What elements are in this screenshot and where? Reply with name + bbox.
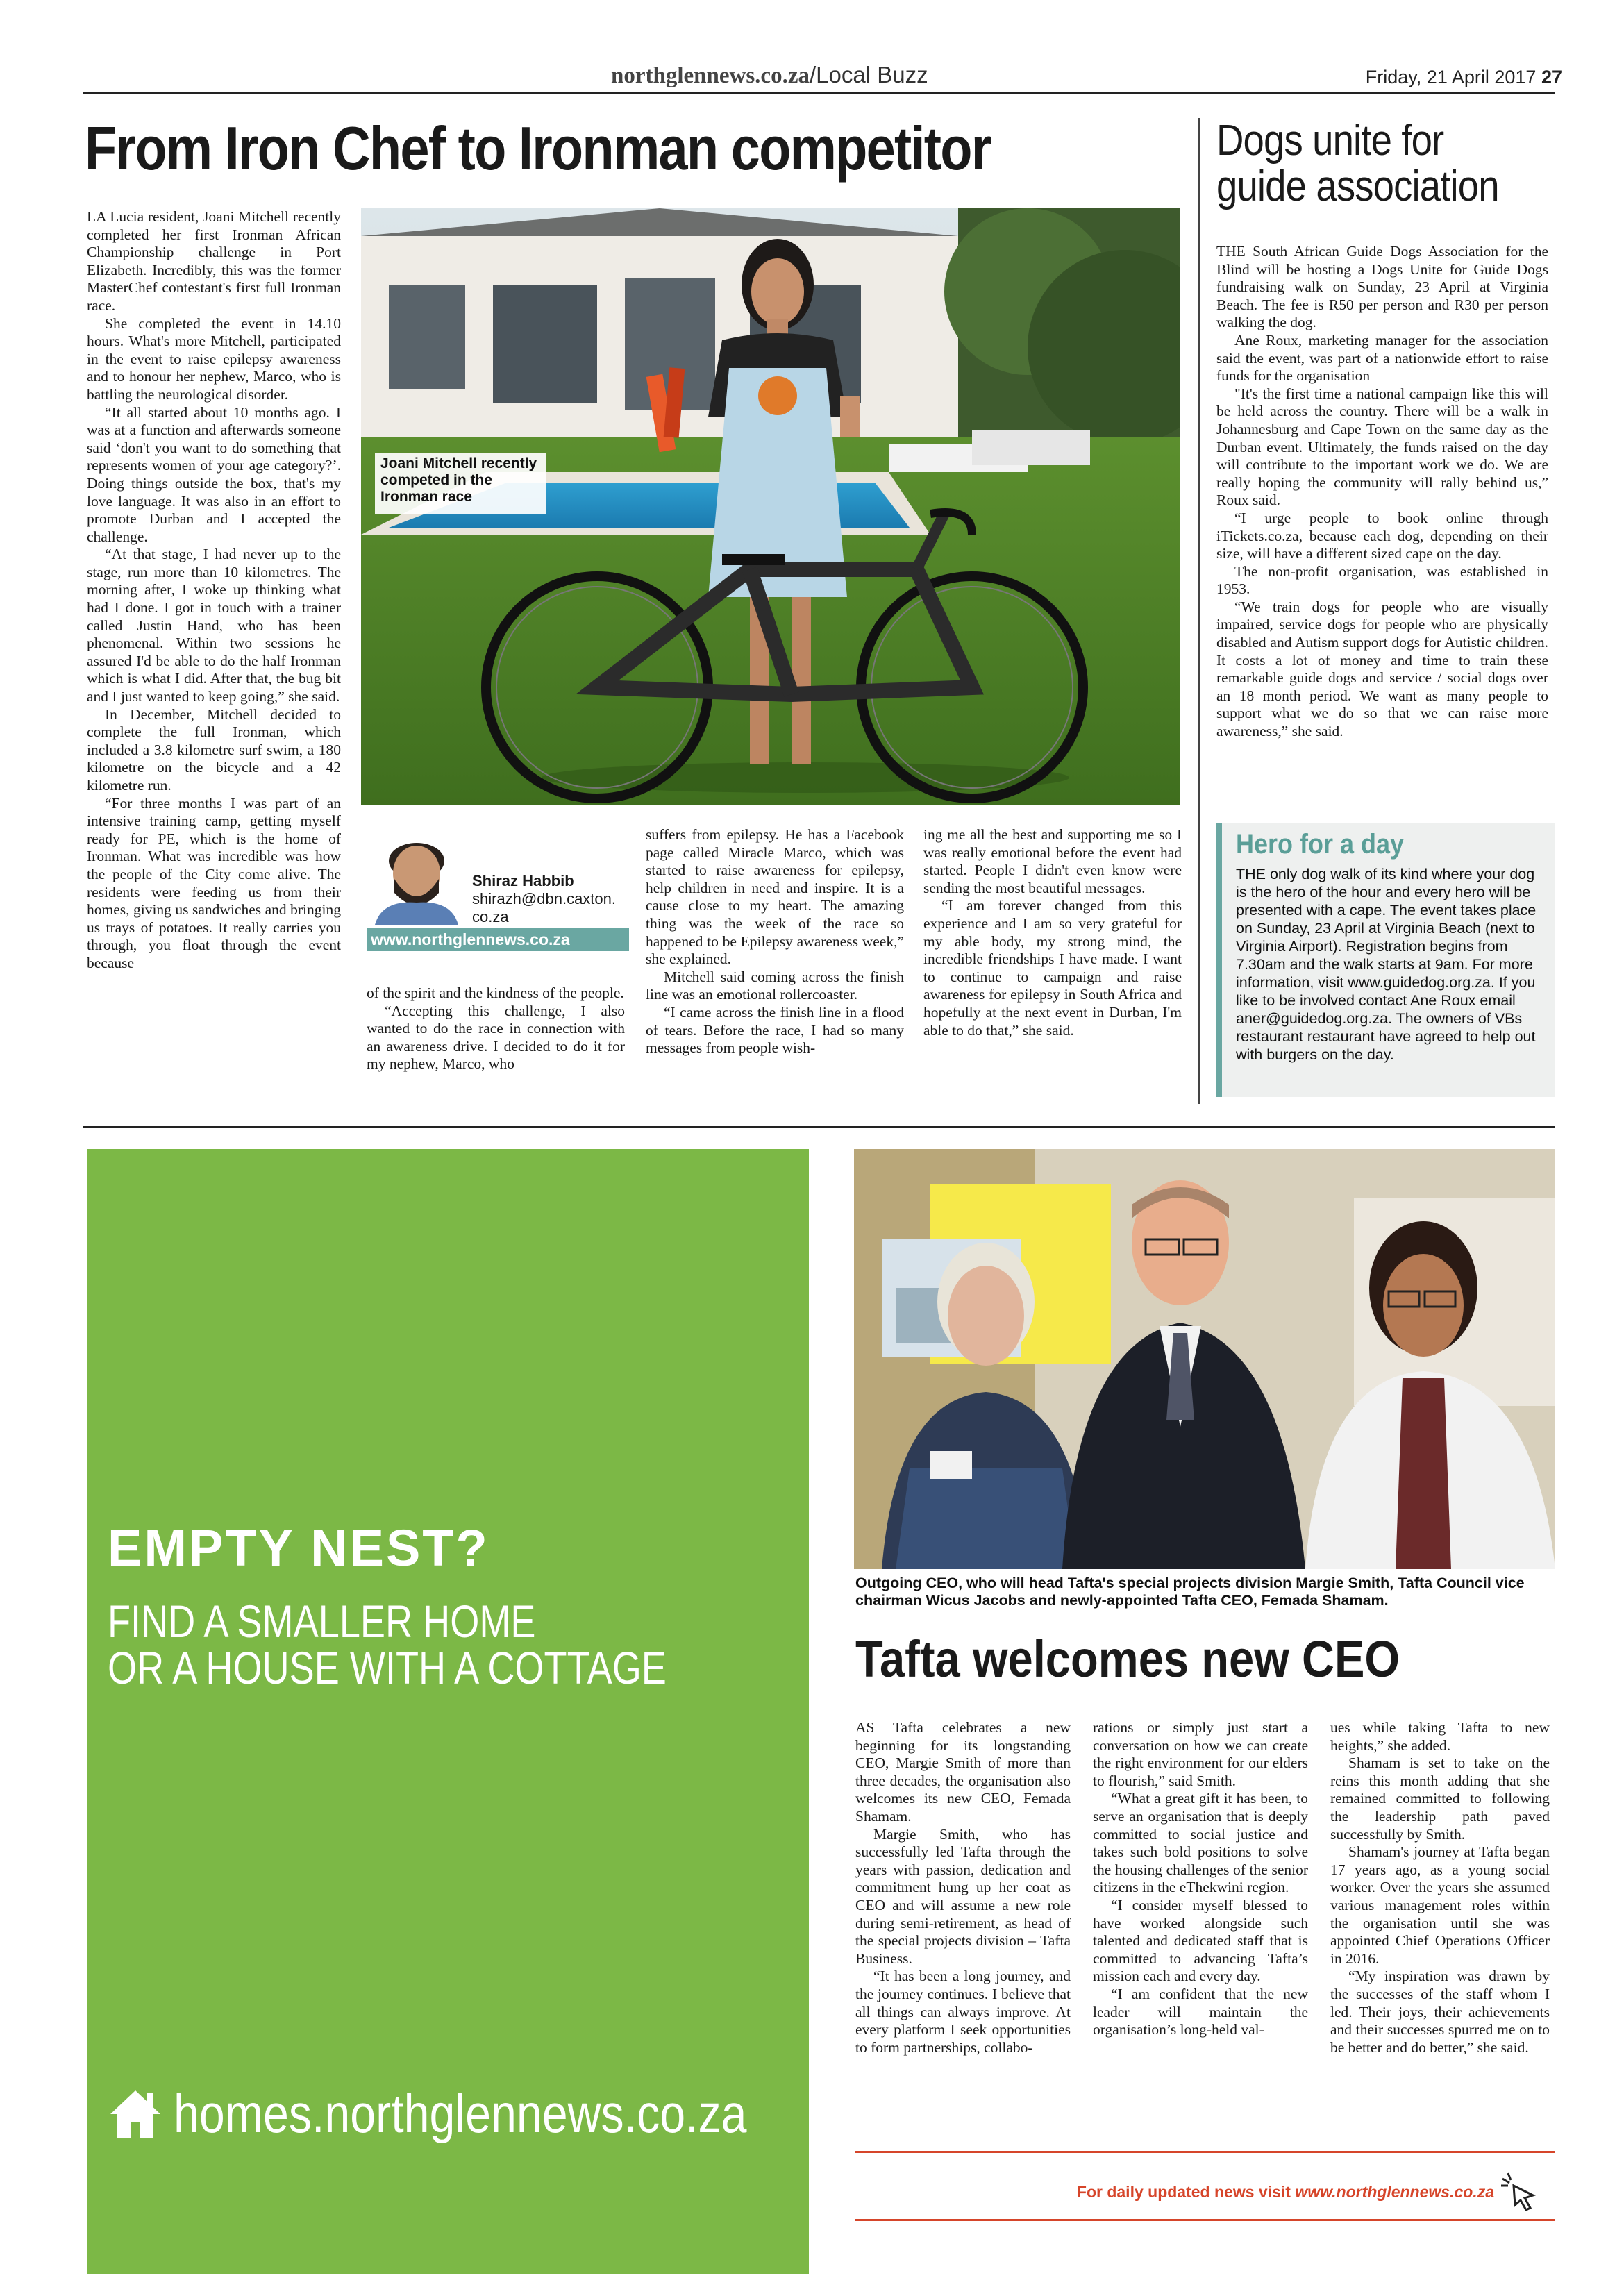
tafta-col2-p1: rations or simply just start a conversation on how we can create the right environment for our elders to flourish,” said Smith. <box>1093 1719 1308 1789</box>
ad-title: EMPTY NEST? <box>108 1519 489 1577</box>
ironman-col2 <box>367 984 625 1109</box>
tafta-col2-p2: “What a great gift it has been, to serve an organisation that is deeply committed to social justice and takes such bold positions to solve the housing challenges of the senior citizens in the eThekwini region. <box>1093 1790 1308 1896</box>
dogs-headline: Dogs unite for guide association <box>1216 117 1499 210</box>
tafta-photo-caption: Outgoing CEO, who will head Tafta's special projects division Margie Smith, Tafta Council vice chairman Wicus Jacobs and newly-appointed Tafta CEO, Femada Shamam. <box>855 1575 1525 1609</box>
ironman-p5: In December, Mitchell decided to complete the full Ironman, which included a 3.8 kilometre surf swim, a 180 kilometre on the bicycle and a 42 kilometre run. <box>87 705 341 794</box>
page-number: 27 <box>1541 67 1562 87</box>
author-avatar <box>368 830 465 925</box>
ironman-col3-p3: “I came across the finish line in a flood of tears. Before the race, I had so many messages from people wish- <box>646 1003 904 1057</box>
dogs-p6: “We train dogs for people who are visually impaired, service dogs for people who are physically disabled and Autism support dogs for Autistic children. It costs a lot of money and time to train these remarkable guide dogs and service / social dogs over an 18 month period. We want as many people to support what we do so that we can raise more awareness,” she said. <box>1216 598 1548 740</box>
author-site-banner[interactable]: www.northglennews.co.za <box>367 928 629 951</box>
tafta-col3-p4: “My inspiration was drawn by the successes of the staff whom I led. Their joys, their achievements and their successes spurred me on to be better and do better,” she said. <box>1330 1968 1550 2056</box>
tafta-col2 <box>1093 1719 1308 2136</box>
author-byline <box>472 872 618 926</box>
tafta-col3 <box>1330 1719 1550 2136</box>
footer-link[interactable]: www.northglennews.co.za <box>1295 2183 1494 2201</box>
dogs-p3: "It's the first time a national campaign like this will be held across the country. There will be a walk in Johannesburg and Cape Town on the same day as the Durban event. Ultimately, the funds raised on the day will contribute to the important work we do. We are really hoping the community will rally behind us,” Roux said. <box>1216 385 1548 509</box>
ironman-col1 <box>87 208 341 1097</box>
cursor-icon <box>1500 2172 1539 2211</box>
home-icon <box>108 2086 163 2142</box>
ironman-col2-p1: of the spirit and the kindness of the people. <box>367 984 624 1001</box>
ironman-headline: From Iron Chef to Ironman competitor <box>85 114 991 183</box>
header-rule <box>83 92 1555 94</box>
ironman-col2-p2: “Accepting this challenge, I also wanted to do the race in connection with an awareness drive. I decided to do it for my nephew, Marco, who <box>367 1002 625 1073</box>
masthead <box>611 61 1041 89</box>
ironman-p1: LA Lucia resident, Joani Mitchell recently completed her first Ironman African Championship challenge in Port Elizabeth. Incredibly, this was the former MasterChef contestant's first full Ironman race. <box>87 208 341 314</box>
hero-box <box>1216 823 1555 1097</box>
ironman-col4 <box>923 826 1182 1111</box>
hero-title: Hero for a day <box>1236 829 1405 860</box>
tafta-photo-image <box>854 1149 1555 1569</box>
hero-body: THE only dog walk of its kind where your dog is the hero of the hour and every hero will be presented with a cape. The event takes place on Sunday, 23 April at Virginia Beach (next to Virginia Airport). Registration begins from 7.30am and the walk starts at 9am. For more information, visit www.guidedog.org.za. If you like to be involved contact Ane Roux email aner@guidedog.org.za. The owners of VBs restaurant restaurant have agreed to help out with burgers on the day. <box>1236 866 1537 1063</box>
dogs-p1: THE South African Guide Dogs Association for the Blind will be hosting a Dogs Unite for Guide Dogs fundraising walk on Sunday, 23 April at Virginia Beach. The fee is R50 per person and R30 per person walking the dog. <box>1216 243 1548 331</box>
ironman-photo-caption: Joani Mitchell recently competed in the Ironman race <box>375 453 546 514</box>
author-avatar-image <box>368 830 465 925</box>
tafta-headline: Tafta welcomes new CEO <box>855 1630 1400 1688</box>
ad-url[interactable]: homes.northglennews.co.za <box>174 2083 747 2144</box>
ironman-col3-p1: suffers from epilepsy. He has a Facebook page called Miracle Marco, which was started to raise awareness for epilepsy, help children in need and inspire. It is a cause close to my heart. The amazing thing was the week of the race so happened to be Epilepsy awareness week,” she explained. <box>646 826 904 968</box>
tafta-photo <box>854 1149 1555 1569</box>
ad-line1: FIND A SMALLER HOME <box>108 1595 536 1647</box>
section-name: /Local Buzz <box>809 62 928 87</box>
footer-note <box>855 2181 1494 2202</box>
dogs-body <box>1216 243 1548 798</box>
issue-date: Friday, 21 April 2017 <box>1365 67 1537 87</box>
dogs-p5: The non-profit organisation, was established in 1953. <box>1216 562 1548 598</box>
homes-ad[interactable] <box>87 1149 809 2274</box>
dogs-p4: “I urge people to book online through iTickets.co.za, because each dog, depending on their size, will have a different sized cape on the day. <box>1216 509 1548 562</box>
column-divider-right <box>1198 118 1200 1104</box>
ad-line2: OR A HOUSE WITH A COTTAGE <box>108 1642 667 1693</box>
site-name[interactable]: northglennews.co.za <box>611 63 810 88</box>
ironman-col3 <box>646 826 904 1111</box>
ironman-p6: “For three months I was part of an intensive training camp, getting myself ready for PE, which is the home of Ironman. What was incredible was how the people of the City come alive. The residents were feeding us from their homes, giving us sandwiches and bringing us trays of potatoes. It really carries you through, you float through the event because <box>87 794 341 971</box>
tafta-col1-p1: AS Tafta celebrates a new beginning for its longstanding CEO, Margie Smith of more than three decades, the organisation also welcomes its new CEO, Femada Shamam. <box>855 1719 1071 1825</box>
tafta-col1 <box>855 1719 1071 2136</box>
footer-rule-top <box>855 2151 1555 2153</box>
footer-prefix: For daily updated news visit <box>1076 2183 1296 2201</box>
ironman-col4-p2: “I am forever changed from this experience and I am so very grateful for my able body, my strong mind, the incredible friendships I have made. I want to continue to campaign and raise awareness for epilepsy in South Africa and hopefully at the next event in Durban, I'm able to do that,” she said. <box>923 897 1182 1039</box>
ironman-col4-p1: ing me all the best and supporting me so I was really emotional before the event had started. People I didn't even know were sending the most beautiful messages. <box>923 826 1182 896</box>
tafta-col2-p3: “I consider myself blessed to have worked alongside such talented and dedicated staff that is committed to advancing Tafta’s mission each and every day. <box>1093 1896 1308 1985</box>
ironman-p4: “At that stage, I had never up to the stage, run more than 10 kilometres. The morning after, I woke up thinking what had I done. I got in touch with a trainer called Justin Hand, who has been phenomenal. Within two sessions he assured I'd be able to do the half Ironman which is what I did. After that, the bug bit and I just wanted to keep going,” she said. <box>87 546 341 705</box>
tafta-col3-p3: Shamam's journey at Tafta began 17 years ago, as a young social worker. Over the years she assumed various management roles within the organisation until she was appointed Chief Operations Officer in 2016. <box>1330 1843 1550 1967</box>
tafta-col3-p2: Shamam is set to take on the reins this month adding that she remained committed to following the leadership path paved successfully by Smith. <box>1330 1754 1550 1843</box>
author-name: Shiraz Habbib <box>472 872 574 889</box>
date-line <box>1319 65 1562 89</box>
footer-rule-bottom <box>855 2219 1555 2221</box>
author-email[interactable]: shirazh@dbn.caxton.co.za <box>472 890 617 925</box>
tafta-col2-p4: “I am confident that the new leader will maintain the organisation’s long-held val- <box>1093 1985 1308 2038</box>
tafta-col1-p2: Margie Smith, who has successfully led Tafta through the years with passion, dedication and commitment hung up her coat as CEO and will assume a new role during semi-retirement, as head of the special projects division – Tafta Business. <box>855 1825 1071 1967</box>
ironman-p2: She completed the event in 14.10 hours. What's more Mitchell, participated in the event to raise epilepsy awareness and to honour her nephew, Marco, who is battling the neurological disorder. <box>87 315 341 403</box>
mid-rule <box>83 1126 1555 1128</box>
tafta-col1-p3: “It has been a long journey, and the journey continues. I believe that all things can always improve. At every platform I seek opportunities to form partnerships, collabo- <box>855 1968 1071 2056</box>
dogs-p2: Ane Roux, marketing manager for the association said the event, was part of a nationwide effort to raise funds for the organisation <box>1216 331 1548 385</box>
ironman-col3-p2: Mitchell said coming across the finish line was an emotional rollercoaster. <box>646 968 904 1003</box>
ironman-p3: “It all started about 10 months ago. I was at a function and afterwards someone said ‘don't you want to do something that represents women of your age category?’. Doing things outside the box, that's my love language. It was also in an effort to promote Durban and I accepted the challenge. <box>87 403 341 545</box>
tafta-col3-p1: ues while taking Tafta to new heights,” she added. <box>1330 1719 1550 1754</box>
